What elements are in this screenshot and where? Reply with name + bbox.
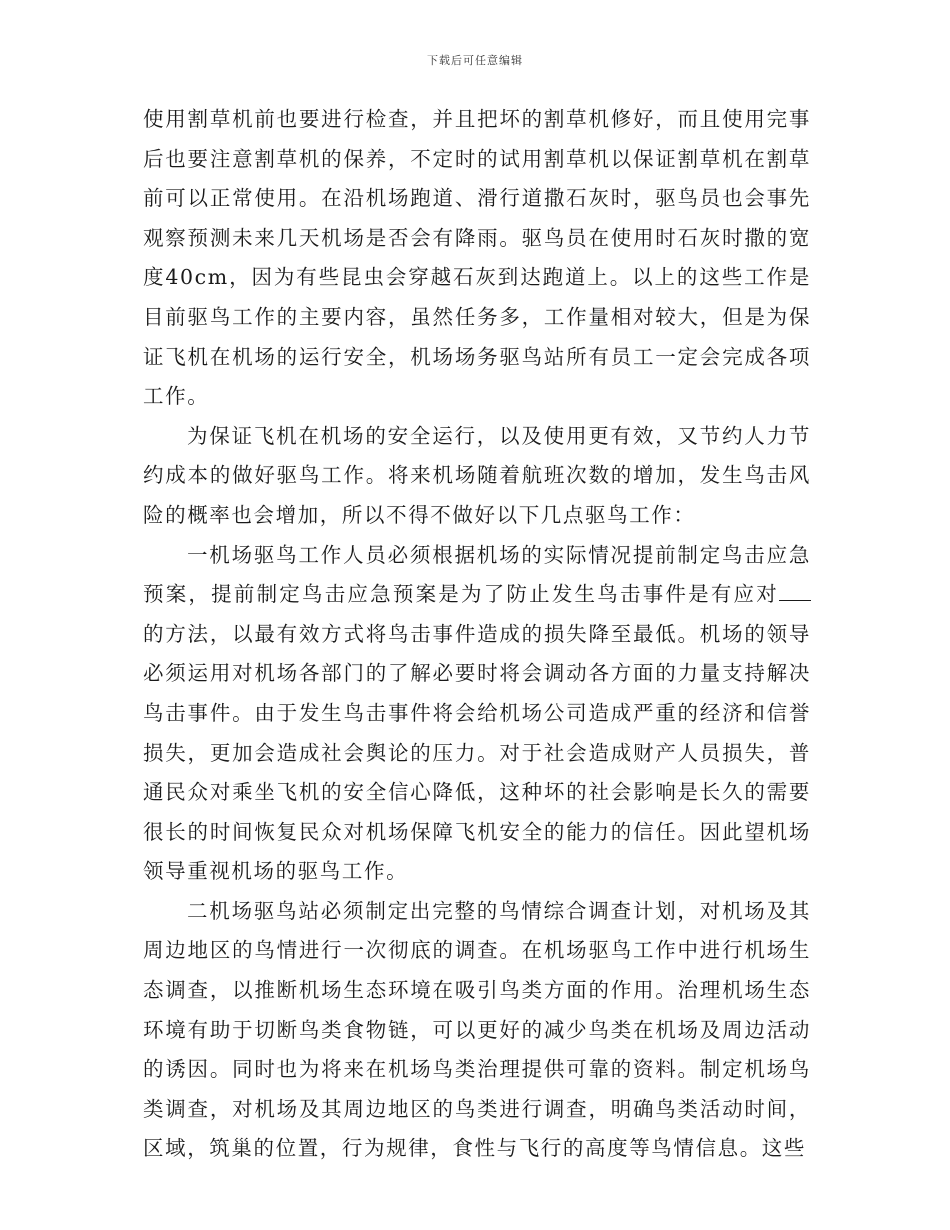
- fill-in-blank: [779, 582, 811, 601]
- paragraph-emergency-plan: [143, 536, 811, 892]
- paragraph-emergency-plan-part1: 一机场驱鸟工作人员必须根据机场的实际情况提前制定鸟击应急预案，提前制定鸟击应急预案是为了防止发生鸟击事件是有应对: [143, 542, 811, 607]
- paragraph-bird-survey: 二机场驱鸟站必须制定出完整的鸟情综合调查计划，对机场及其周边地区的鸟情进行一次彻底的调查。在机场驱鸟工作中进行机场生态调查，以推断机场生态环境在吸引鸟类方面的作用。治理机场生态环境有助于切断鸟类食物链，可以更好的减少鸟类在机场及周边活动的诱因。同时也为将来在机场鸟类治理提供可靠的资料。制定机场鸟类调查，对机场及其周边地区的鸟类进行调查，明确鸟类活动时间，区域，筑巢的位置，行为规律，食性与飞行的高度等鸟情信息。这些: [143, 898, 811, 1161]
- document-body: [143, 100, 811, 1169]
- paragraph-emergency-plan-part2: 的方法，以最有效方式将鸟击事件造成的损失降至最低。机场的领导必须运用对机场各部门的了解必要时将会调动各方面的力量支持解决鸟击事件。由于发生鸟击事件将会给机场公司造成严重的经济和信誉损失，更加会造成社会舆论的压力。对于社会造成财产人员损失，普通民众对乘坐飞机的安全信心降低，这种坏的社会影响是长久的需要很长的时间恢复民众对机场保障飞机安全的能力的信任。因此望机场领导重视机场的驱鸟工作。: [143, 621, 811, 884]
- paragraph-mower-maintenance: 使用割草机前也要进行检查，并且把坏的割草机修好，而且使用完事后也要注意割草机的保养，不定时的试用割草机以保证割草机在割草前可以正常使用。在沿机场跑道、滑行道撒石灰时，驱鸟员也会事先观察预测未来几天机场是否会有降雨。驱鸟员在使用时石灰时撒的宽度40cm，因为有些昆虫会穿越石灰到达跑道上。以上的这些工作是目前驱鸟工作的主要内容，虽然任务多，工作量相对较大，但是为保证飞机在机场的运行安全，机场场务驱鸟站所有员工一定会完成各项工作。: [143, 107, 811, 409]
- paragraph-safety-intro: 为保证飞机在机场的安全运行，以及使用更有效，又节约人力节约成本的做好驱鸟工作。将来机场随着航班次数的增加，发生鸟击风险的概率也会增加，所以不得不做好以下几点驱鸟工作：: [143, 423, 811, 527]
- page-header: 下载后可任意编辑: [427, 54, 523, 67]
